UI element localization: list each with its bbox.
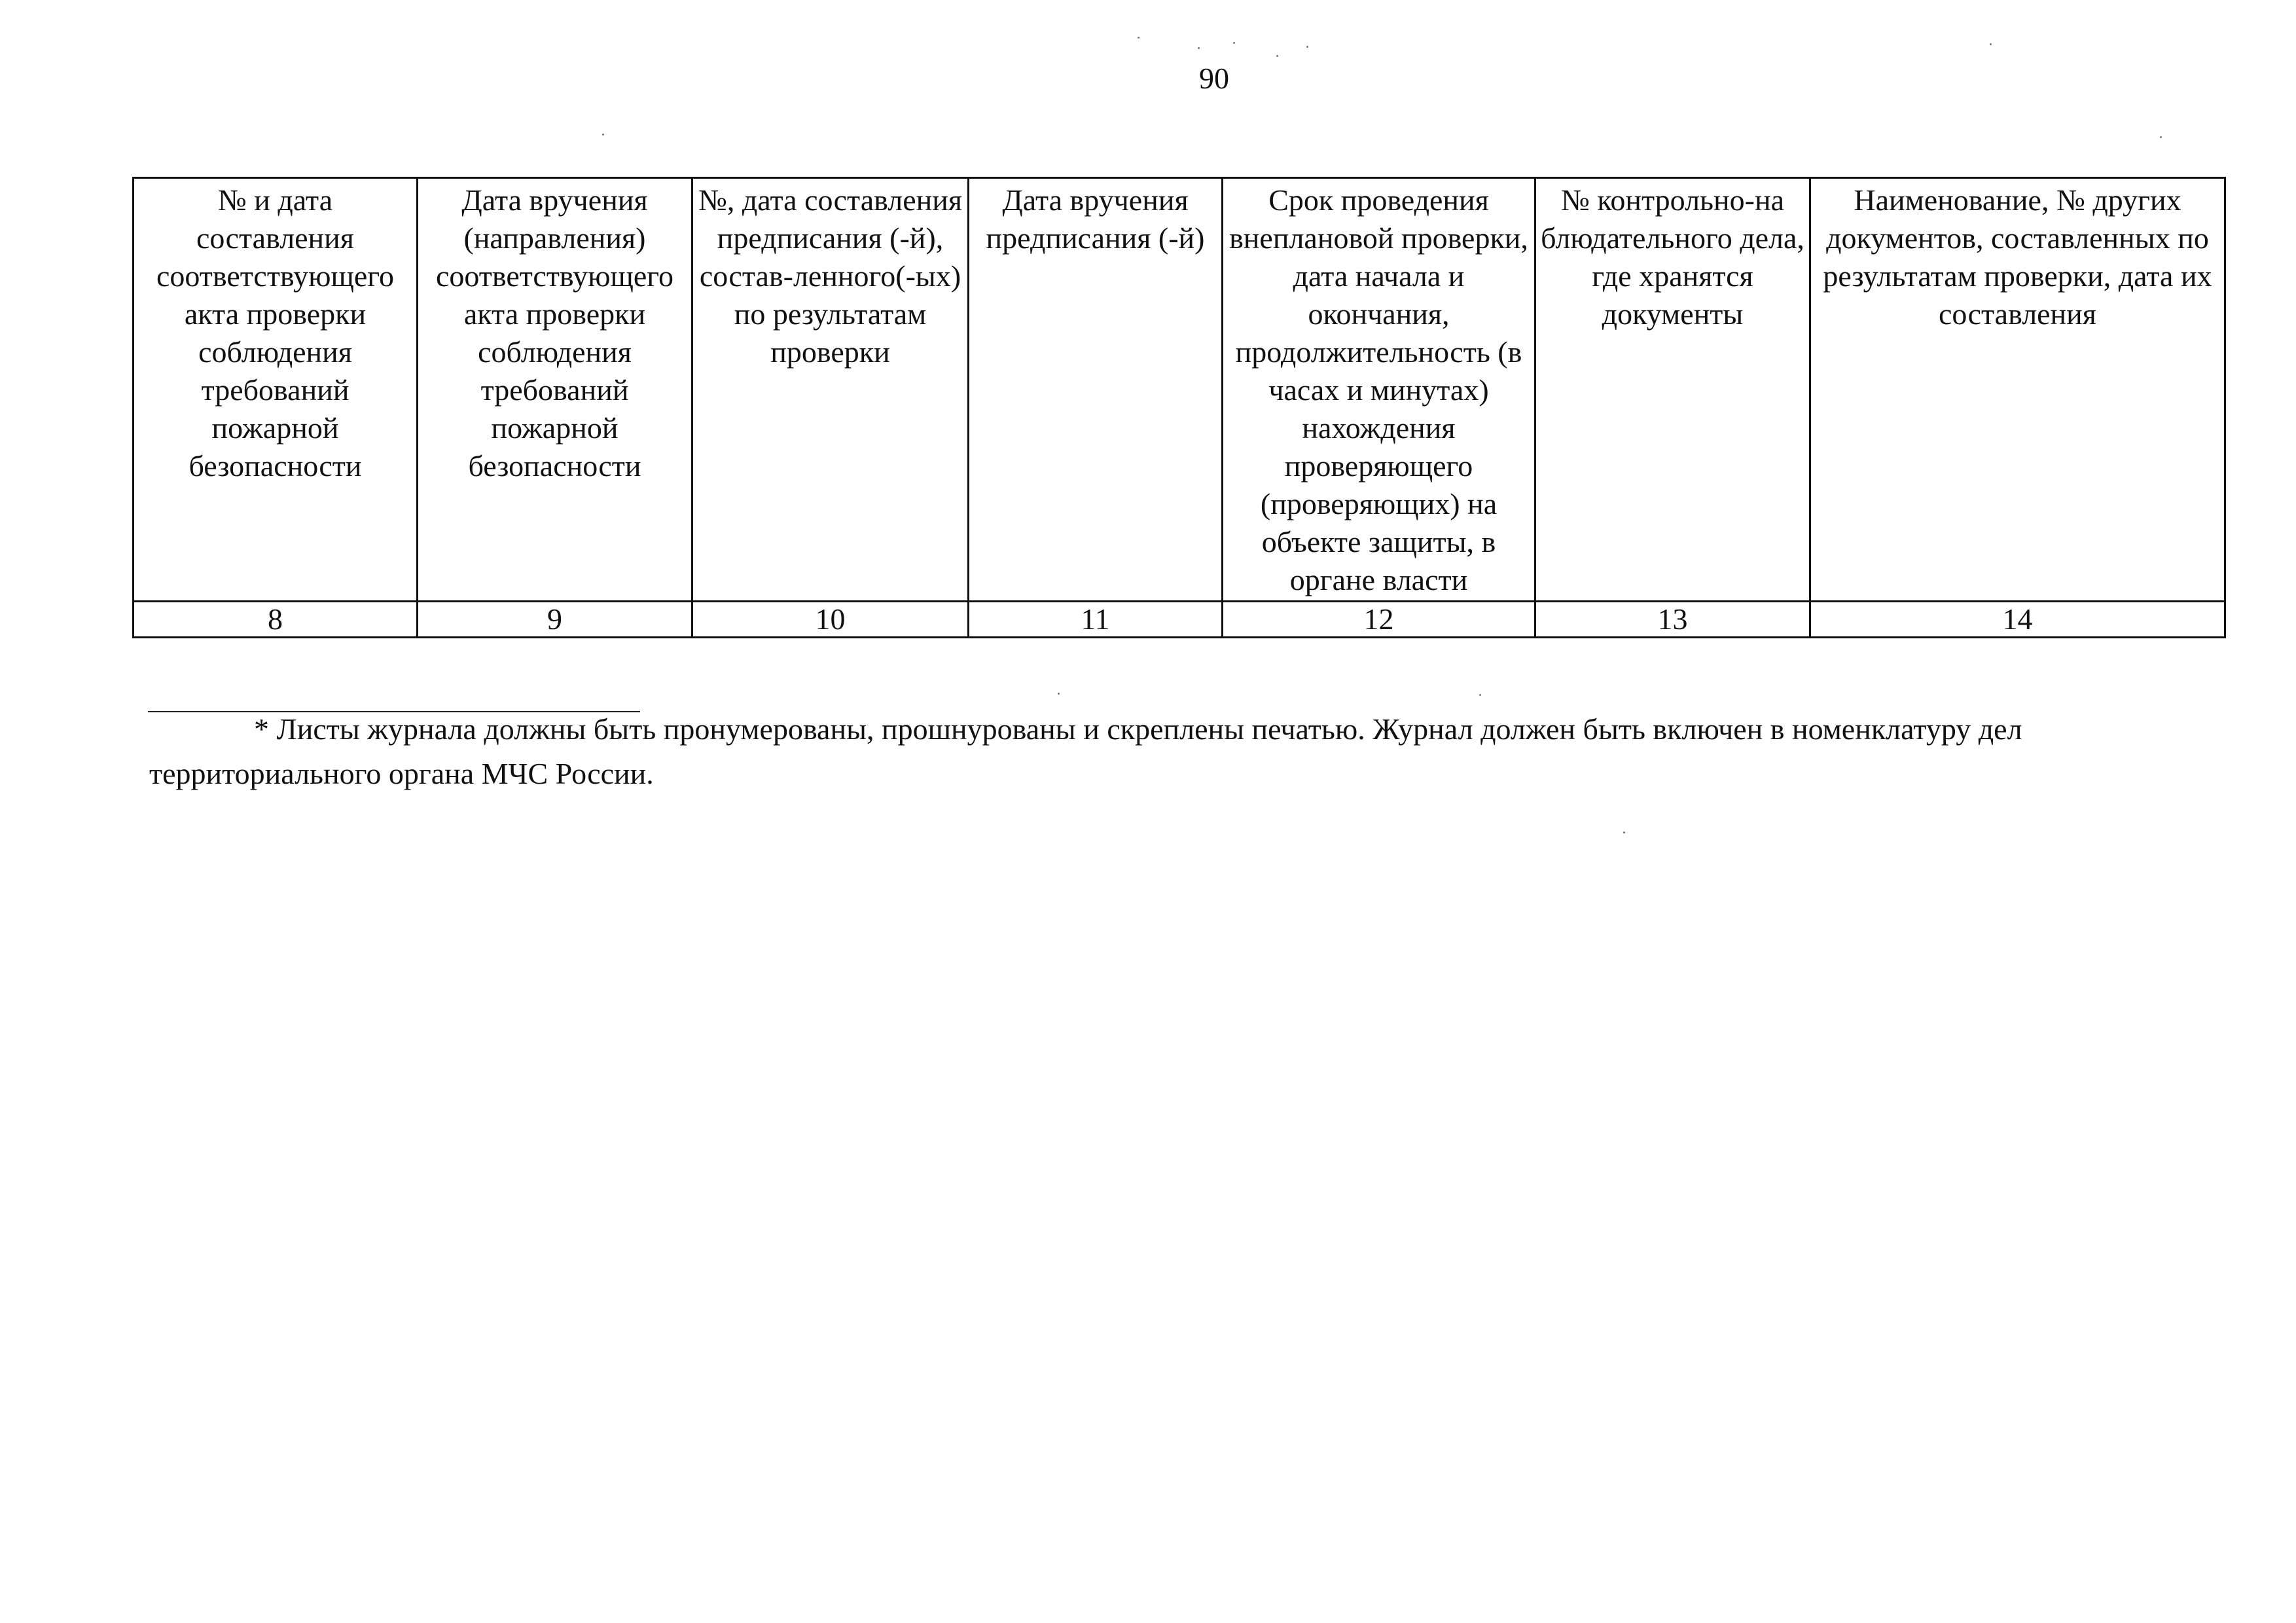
footnote-text: * Листы журнала должны быть пронумерованы, прошнурованы и скреплены печатью. Журнал должен быть включен в номенклатуру дел территориального органа МЧС России. — [149, 712, 2022, 790]
journal-table — [132, 177, 2226, 638]
header-cell-other-documents: Наименование, № других документов, составленных по результатам проверки, дата их составления — [1810, 178, 2225, 602]
scan-speck — [1479, 694, 1481, 696]
column-number-cell: 10 — [692, 602, 969, 638]
scan-speck — [602, 134, 604, 136]
header-cell-act-delivery-date: Дата вручения (направления) соответствующего акта проверки соблюдения требований пожарной безопасности — [418, 178, 692, 602]
scan-speck — [1198, 47, 1200, 49]
table-header-row — [134, 178, 2225, 602]
column-number-cell: 13 — [1535, 602, 1810, 638]
header-cell-case-number: № контрольно-на блюдательного дела, где хранятся документы — [1535, 178, 1810, 602]
header-cell-order-delivery-date: Дата вручения предписания (-й) — [969, 178, 1223, 602]
header-cell-act-number-date: № и дата составления соответствующего акта проверки соблюдения требований пожарной безопасности — [134, 178, 418, 602]
page-number: 90 — [1199, 62, 1229, 95]
scan-speck — [1306, 46, 1308, 48]
scan-speck — [2160, 136, 2162, 138]
scan-speck — [1276, 55, 1278, 57]
column-number-cell: 11 — [969, 602, 1223, 638]
table-column-number-row — [134, 602, 2225, 638]
scan-speck — [1138, 37, 1139, 39]
column-number-cell: 9 — [418, 602, 692, 638]
header-cell-order-number-date: №, дата составления предписания (-й), состав-ленного(-ых) по результатам проверки — [692, 178, 969, 602]
scan-speck — [1233, 42, 1235, 44]
scan-speck — [1058, 693, 1060, 695]
column-number-cell: 14 — [1810, 602, 2225, 638]
column-number-cell: 12 — [1223, 602, 1535, 638]
scan-speck — [1990, 43, 1992, 45]
column-number-cell: 8 — [134, 602, 418, 638]
scan-speck — [1623, 831, 1625, 833]
header-cell-inspection-period: Срок проведения внеплановой проверки, дата начала и окончания, продолжительность (в часах и минутах) нахождения проверяющего (проверяющих) на объекте защиты, в органе власти — [1223, 178, 1535, 602]
